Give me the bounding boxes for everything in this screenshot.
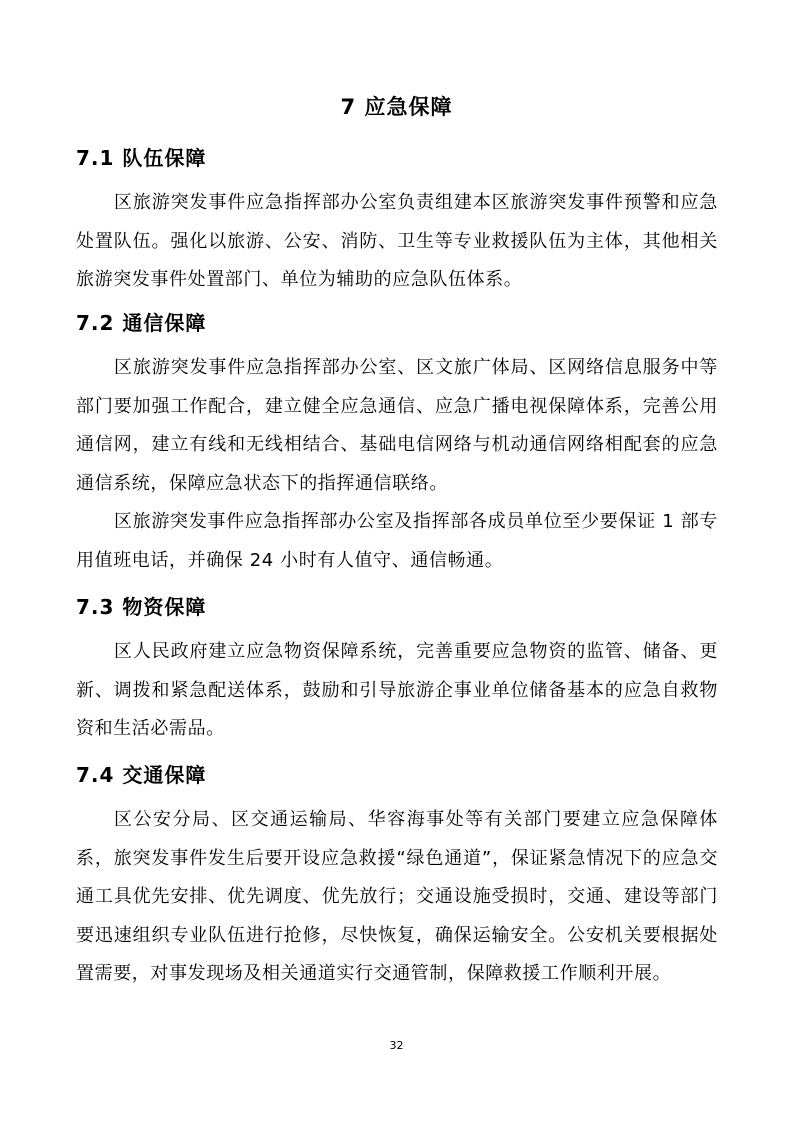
section-communication-support xyxy=(76,308,718,580)
section-material-support xyxy=(76,592,718,749)
section-heading: 7.2 通信保障 xyxy=(76,311,207,335)
section-heading: 7.1 队伍保障 xyxy=(76,146,207,170)
paragraph: 区旅游突发事件应急指挥部办公室负责组建本区旅游突发事件预警和应急处置队伍。强化以旅游、公安、消防、卫生等专业救援队伍为主体，其他相关旅游突发事件处置部门、单位为辅助的应急队伍体系。 xyxy=(76,192,718,290)
section-heading: 7.3 物资保障 xyxy=(76,595,207,619)
section-heading: 7.4 交通保障 xyxy=(76,763,207,787)
paragraph: 区公安分局、区交通运输局、华容海事处等有关部门要建立应急保障体系，旅突发事件发生后要开设应急救援“绿色通道”，保证紧急情况下的应急交通工具优先安排、优先调度、优先放行；交通设施受损时，交通、建设等部门要迅速组织专业队伍进行抢修，尽快恢复，确保运输安全。公安机关要根据处置需要，对事发现场及相关通道实行交通管制，保障救援工作顺利开展。 xyxy=(76,809,718,984)
paragraph: 区人民政府建立应急物资保障系统，完善重要应急物资的监管、储备、更新、调拨和紧急配送体系，鼓励和引导旅游企事业单位储备基本的应急自救物资和生活必需品。 xyxy=(76,641,718,739)
section-traffic-support xyxy=(76,760,718,994)
page-number: 32 xyxy=(389,1039,404,1052)
paragraph: 区旅游突发事件应急指挥部办公室及指挥部各成员单位至少要保证 1 部专用值班电话，并确保 24 小时有人值守、通信畅通。 xyxy=(76,511,718,571)
section-team-support xyxy=(76,143,718,300)
chapter-title: 7 应急保障 xyxy=(340,95,453,119)
paragraph: 区旅游突发事件应急指挥部办公室、区文旅广体局、区网络信息服务中等部门要加强工作配合，建立健全应急通信、应急广播电视保障体系，完善公用通信网，建立有线和无线相结合、基础电信网络与机动通信网络相配套的应急通信系统，保障应急状态下的指挥通信联络。 xyxy=(76,357,718,494)
